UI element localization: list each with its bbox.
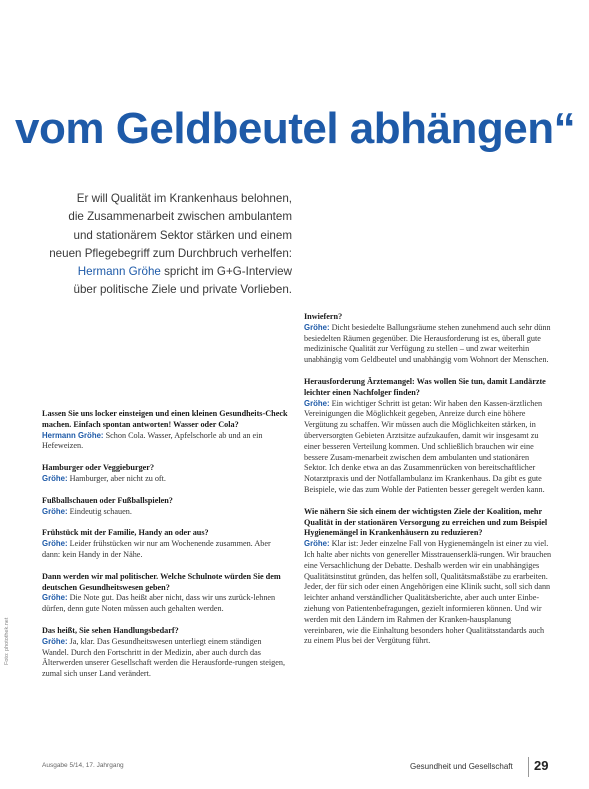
qa-block — [42, 528, 288, 560]
interview-answer: Leider frühstücken wir nur am Wochenende zusammen. Aber dann: kein Handy in der Nähe. — [42, 539, 271, 559]
intro-line-5-rest: spricht im G+G-Interview — [160, 265, 292, 279]
speaker-label: Hermann Gröhe: — [42, 430, 104, 440]
interview-question: Herausforderung Ärztemangel: Was wollen Sie tun, damit Landärzte leichter einen Nachfolger finden? — [304, 376, 546, 397]
photo-credit: Foto: photothek.net — [4, 617, 10, 665]
footer-divider — [528, 757, 529, 777]
speaker-label: Gröhe: — [304, 322, 330, 332]
interview-question: Fußballschauen oder Fußballspielen? — [42, 495, 173, 505]
intro-line-4: neuen Pflegebegriff zum Durchbruch verhelfen: — [49, 246, 292, 260]
qa-block — [304, 312, 552, 366]
intro-line-2: die Zusammenarbeit zwischen ambulantem — [68, 210, 292, 224]
interview-answer: Ein wichtiger Schritt ist getan: Wir haben den Kassen-ärztlichen Vereinigungen die Möglichkeit gegeben, Anreize durch eine höhere Vergütung zu schaffen. Wir müssen auch die Möglichkeiten stärken, in überversorgten Gebieten Arztsitze aufzukaufen, damit wir insgesamt zu einer besseren Verteilung kommen. Und schließlich brauchen wir eine bessere Zusam-menarbeit zwischen dem ambulanten und stationären Sektor. Ich denke etwa an das Zusammenrücken von bereitschaftlicher Notarztpraxis und der Notfallambulanz im Krankenhaus. Da gibt es gute Beispiele, wie das zum Wohle der Patienten besser geregelt werden kann. — [304, 398, 545, 494]
magazine-name: Gesundheit und Gesellschaft — [410, 762, 513, 771]
right-column — [304, 312, 552, 658]
interview-answer: Eindeutig schauen. — [67, 506, 132, 516]
issue-info: Ausgabe 5/14, 17. Jahrgang — [42, 762, 124, 769]
interview-answer: Schon Cola. Wasser, Apfelschorle ab und an ein Hefeweizen. — [42, 430, 263, 451]
interview-answer: Die Note gut. Das heißt aber nicht, dass wir uns zurück-lehnen dürfen, denn gute Noten müssen auch gehalten werden. — [42, 593, 276, 614]
page-number: 29 — [534, 758, 549, 773]
intro-line-3: und stationärem Sektor stärken und einem — [73, 228, 292, 242]
interview-question: Wie nähern Sie sich einem der wichtigsten Ziele der Koalition, mehr Qualität in der stationären Versorgung zu erreichen und zum Beispiel Hygienemängel in Krankenhäusern zu reduzieren? — [304, 506, 548, 538]
qa-block — [42, 496, 288, 518]
speaker-label: Gröhe: — [42, 473, 68, 483]
speaker-label: Gröhe: — [42, 636, 68, 646]
interview-answer: Hamburger, aber nicht zu oft. — [67, 473, 166, 483]
qa-block — [42, 463, 288, 485]
qa-block — [42, 409, 288, 452]
qa-block — [304, 377, 552, 496]
speaker-label: Gröhe: — [304, 539, 330, 549]
interview-question: Hamburger oder Veggieburger? — [42, 463, 155, 473]
interview-question: Das heißt, Sie sehen Handlungsbedarf? — [42, 625, 179, 635]
qa-block — [304, 507, 552, 647]
qa-block — [42, 572, 288, 615]
interview-answer: Dicht besiedelte Ballungsräume stehen zunehmend auch sehr dünn besiedelten Räumen gegenüber. Die Herausforderung ist es, überall gute medizinische Qualität zur Verfügung zu stellen – und zwar weiterhin unabhängig vom Geldbeutel und unabhängig vom Wohnort der Menschen. — [304, 322, 551, 365]
left-column — [42, 409, 288, 691]
interview-answer: Klar ist: Jeder einzelne Fall von Hygienemängeln ist einer zu viel. Ich halte aber nichts von genereller Misstrauenserklä-rungen. Wir brauchen eine Versachlichung der Debatte. Deshalb werden wir ein unabhängiges Qualitätsinstitut gründen, das helfen soll, Qualitätsmaßstäbe zu erarbeiten. Jeder, der für sich oder einen Angehörigen eine Klinik sucht, soll sich dann leichter anhand verständlicher Qualitätsberichte, aber auch unter Einbe-ziehung von Patientenbefragungen, gezielt informieren können. Und wir werden mit den Ländern im Rahmen der Kranken-hausplanung vereinbaren, wie die Einhaltung besonders hoher Qualitätsstandards auch zu einem Plus bei der Vergütung führt. — [304, 539, 552, 646]
speaker-label: Gröhe: — [304, 398, 330, 408]
intro-line-1: Er will Qualität im Krankenhaus belohnen, — [76, 192, 292, 205]
interview-question: Lassen Sie uns locker einsteigen und einen kleinen Gesundheits-Check machen. Einfach spontan antworten! Wasser oder Cola? — [42, 409, 288, 429]
article-intro — [40, 190, 292, 300]
interview-answer: Ja, klar. Das Gesundheitswesen unterliegt einem ständigen Wandel. Durch den Fortschritt in der Medizin, aber auch durch das Älterwerden unserer Gesellschaft werden die Herausforde-rungen steigen, zumal sich unser Land verändert. — [42, 636, 286, 679]
speaker-label: Gröhe: — [42, 539, 68, 549]
qa-block — [42, 626, 288, 680]
interview-question: Frühstück mit der Familie, Handy an oder aus? — [42, 528, 209, 538]
speaker-label: Gröhe: — [42, 593, 68, 603]
intro-line-5 — [40, 263, 292, 281]
interviewee-name: Hermann Gröhe — [77, 265, 161, 279]
speaker-label: Gröhe: — [42, 506, 68, 516]
interview-question: Inwiefern? — [304, 312, 343, 321]
article-headline: vom Geldbeutel abhängen“ — [15, 104, 576, 153]
intro-line-6: über politische Ziele und private Vorlieben. — [73, 283, 292, 297]
interview-question: Dann werden wir mal politischer. Welche Schulnote würden Sie dem deutschen Gesundheitswesen geben? — [42, 571, 281, 592]
